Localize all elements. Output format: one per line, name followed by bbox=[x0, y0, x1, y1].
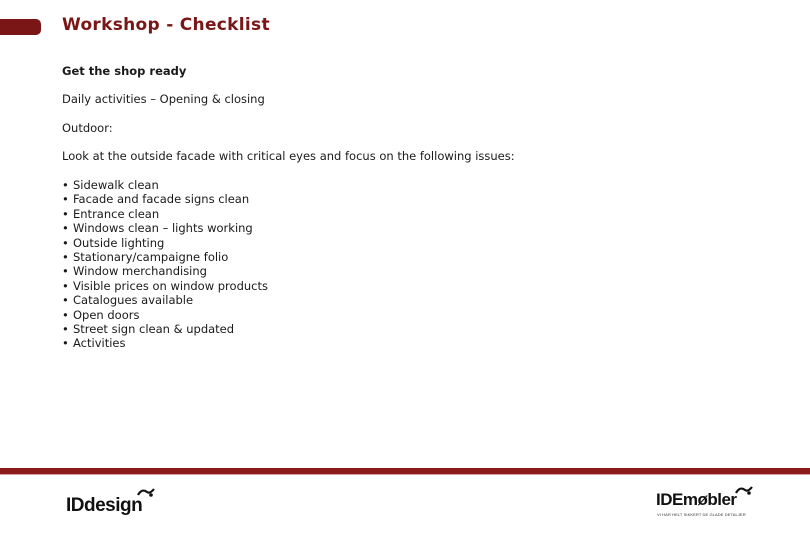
checklist-item bbox=[62, 236, 762, 250]
bullet-icon: • bbox=[62, 307, 69, 322]
checklist-item-text: Outside lighting bbox=[73, 235, 165, 250]
footer-bar bbox=[0, 468, 810, 474]
title-tab-decoration bbox=[0, 19, 41, 35]
page-title: Workshop - Checklist bbox=[62, 15, 270, 35]
bullet-icon: • bbox=[62, 321, 69, 336]
checklist-item-text: Street sign clean & updated bbox=[73, 321, 235, 336]
checklist-item-text: Catalogues available bbox=[73, 293, 194, 308]
bullet-icon: • bbox=[62, 192, 69, 207]
bullet-icon: • bbox=[62, 264, 69, 279]
checklist-item-text: Windows clean – lights working bbox=[73, 221, 253, 236]
checklist-item-text: Sidewalk clean bbox=[73, 178, 159, 192]
iddesign-wordmark bbox=[66, 486, 156, 520]
checklist-item-text: Entrance clean bbox=[73, 206, 160, 221]
checklist-item bbox=[62, 221, 762, 235]
idemobler-tagline: VI HAR HELT SIKKERT DE GLADE DETALJER bbox=[657, 512, 746, 517]
checklist-item bbox=[62, 308, 762, 322]
iddesign-logo bbox=[66, 486, 156, 520]
bullet-icon: • bbox=[62, 235, 69, 250]
bullet-icon: • bbox=[62, 178, 69, 192]
checklist-item-text: Open doors bbox=[73, 307, 140, 322]
svg-text:IDEmøbler: IDEmøbler bbox=[656, 490, 737, 509]
checklist-content bbox=[62, 64, 762, 351]
checklist-item-text: Activities bbox=[73, 336, 126, 351]
bullet-icon: • bbox=[62, 221, 69, 236]
bullet-icon: • bbox=[62, 293, 69, 308]
idemobler-logo bbox=[656, 484, 756, 524]
checklist-item bbox=[62, 178, 762, 192]
checklist-item-text: Window merchandising bbox=[73, 264, 207, 279]
checklist-item-text: Stationary/campaigne folio bbox=[73, 249, 229, 264]
bullet-icon: • bbox=[62, 336, 69, 351]
bullet-icon: • bbox=[62, 206, 69, 221]
checklist-item bbox=[62, 250, 762, 264]
bullet-icon: • bbox=[62, 249, 69, 264]
section-heading: Daily activities – Opening & closing bbox=[62, 92, 265, 106]
intro-text: Look at the outside facade with critical eyes and focus on the following issues: bbox=[62, 149, 515, 163]
checklist-item-text: Facade and facade signs clean bbox=[73, 192, 250, 207]
checklist-items bbox=[62, 178, 762, 351]
checklist-item bbox=[62, 264, 762, 278]
subtitle: Get the shop ready bbox=[62, 64, 187, 78]
checklist-item bbox=[62, 336, 762, 350]
checklist-item bbox=[62, 192, 762, 206]
checklist-item-text: Visible prices on window products bbox=[73, 278, 268, 293]
checklist-item bbox=[62, 207, 762, 221]
checklist-item bbox=[62, 279, 762, 293]
area-heading: Outdoor: bbox=[62, 120, 113, 135]
checklist-item bbox=[62, 322, 762, 336]
idemobler-wordmark bbox=[656, 484, 756, 510]
svg-text:IDdesign: IDdesign bbox=[66, 495, 143, 516]
checklist-item bbox=[62, 293, 762, 307]
bullet-icon: • bbox=[62, 278, 69, 293]
